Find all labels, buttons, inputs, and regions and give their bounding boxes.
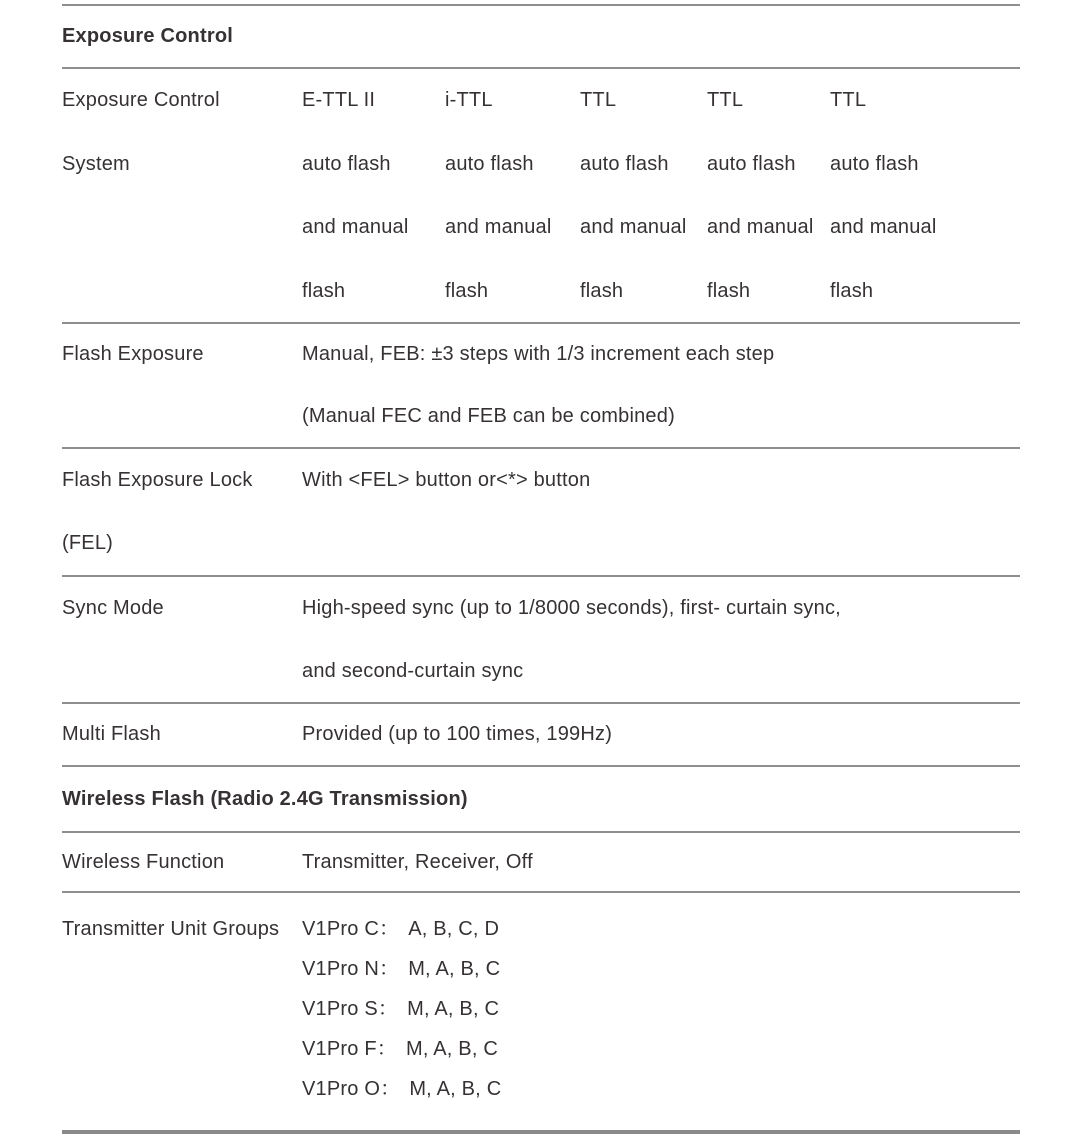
group-list: M, A, B, C bbox=[405, 1038, 498, 1060]
group-item-v1pro-s bbox=[302, 989, 1020, 1029]
group-model: V1Pro O： bbox=[302, 1078, 401, 1100]
spec-value: Manual, FEB: ±3 steps with 1/3 increment each step (Manual FEC and FEB can be combined) bbox=[302, 343, 775, 427]
section-title-text: Exposure Control bbox=[62, 25, 233, 47]
section-title-exposure-control bbox=[62, 6, 1020, 67]
spec-label: Flash Exposure bbox=[62, 343, 204, 365]
group-model: V1Pro N： bbox=[302, 958, 400, 980]
spec-label: Sync Mode bbox=[62, 597, 164, 619]
spec-value-col-5: TTL auto flash and manual flash bbox=[830, 89, 937, 302]
spec-row-wireless-function bbox=[62, 833, 1020, 891]
section-title-wireless-flash bbox=[62, 767, 1020, 831]
spec-value-col-3: TTL auto flash and manual flash bbox=[580, 89, 687, 302]
spec-value-col-4: TTL auto flash and manual flash bbox=[707, 89, 814, 302]
group-model: V1Pro F： bbox=[302, 1038, 397, 1060]
spec-value-col-nikon: i-TTL auto flash and manual flash bbox=[445, 89, 552, 302]
section-title-text: Wireless Flash (Radio 2.4G Transmission) bbox=[62, 787, 468, 810]
group-list: M, A, B, C bbox=[409, 1078, 502, 1100]
spec-value: With <FEL> button or<*> button bbox=[302, 469, 591, 491]
group-item-v1pro-c bbox=[302, 909, 1020, 949]
spec-row-multi-flash bbox=[62, 704, 1020, 765]
spec-row-flash-exposure-lock bbox=[62, 449, 1020, 575]
spec-row-transmitter-unit-groups bbox=[62, 893, 1020, 1130]
group-item-v1pro-o bbox=[302, 1069, 1020, 1109]
group-item-v1pro-f bbox=[302, 1029, 1020, 1069]
group-model: V1Pro C： bbox=[302, 918, 400, 940]
group-item-v1pro-n bbox=[302, 949, 1020, 989]
group-list: M, A, B, C bbox=[408, 958, 501, 980]
spec-row-flash-exposure bbox=[62, 324, 1020, 447]
spec-value bbox=[302, 893, 1020, 1130]
divider-bottom bbox=[62, 1130, 1020, 1134]
spec-value: Provided (up to 100 times, 199Hz) bbox=[302, 723, 613, 745]
spec-value: High-speed sync (up to 1/8000 seconds), first- curtain sync, and second-curtain sync bbox=[302, 597, 841, 682]
spec-label: Flash Exposure Lock (FEL) bbox=[62, 469, 253, 554]
spec-row-exposure-control-system bbox=[62, 69, 1020, 322]
spec-label: Multi Flash bbox=[62, 723, 161, 745]
group-list: A, B, C, D bbox=[408, 918, 500, 940]
spec-label: Wireless Function bbox=[62, 851, 225, 873]
spec-value-col-canon: E-TTL II auto flash and manual flash bbox=[302, 89, 409, 302]
spec-table bbox=[62, 0, 1020, 1134]
spec-value: Transmitter, Receiver, Off bbox=[302, 851, 533, 873]
spec-label: Transmitter Unit Groups bbox=[62, 918, 280, 940]
group-model: V1Pro S： bbox=[302, 998, 399, 1020]
spec-label: Exposure Control System bbox=[62, 89, 220, 175]
group-list: M, A, B, C bbox=[407, 998, 500, 1020]
spec-row-sync-mode bbox=[62, 577, 1020, 702]
